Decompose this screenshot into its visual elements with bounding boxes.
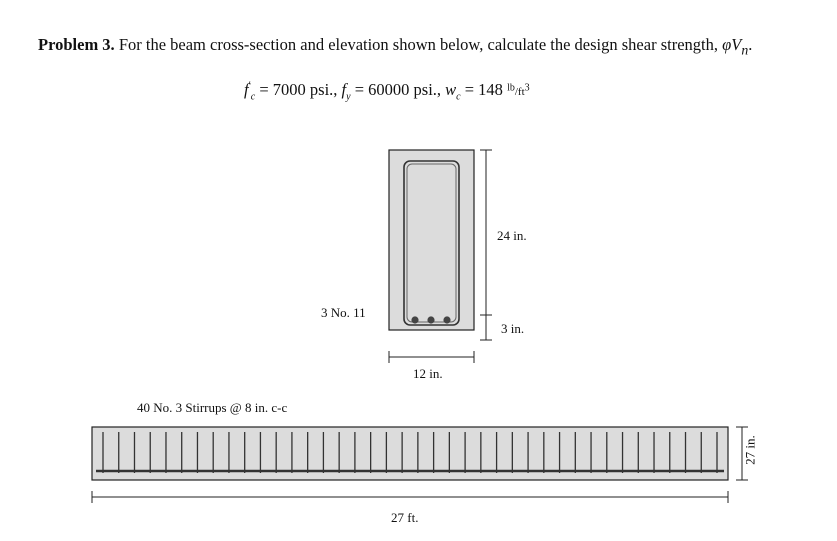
rebar-3	[443, 316, 450, 323]
bars-label: 3 No. 11	[321, 305, 366, 320]
stirrups-label: 40 No. 3 Stirrups @ 8 in. c-c	[137, 400, 288, 415]
shear-symbol: φV	[722, 35, 742, 54]
wc-value: = 148	[464, 80, 503, 99]
cross-section	[389, 150, 492, 363]
wc-unit: $^{lb}/ft^3$	[507, 82, 530, 98]
given-values: $f'_c = 7000$ psi., $f_y = 60000$ psi., $w_c = 148$ $^{lb}/ft^3$	[244, 80, 530, 103]
cover-label: 3 in.	[501, 321, 525, 336]
depth-label: 27 in.	[742, 435, 758, 465]
fy-value: = 60000 psi.,	[354, 80, 442, 99]
problem-text: For the beam cross-section and elevation shown below, calculate the design shear strength,	[118, 35, 718, 54]
length-label: 27 ft.	[391, 510, 419, 525]
shear-symbol-sub: n	[741, 42, 749, 58]
width-label: 12 in.	[413, 366, 443, 381]
problem-title: Problem 3.	[38, 35, 115, 54]
fc-value: = 7000 psi.,	[259, 80, 338, 99]
rebar-1	[411, 316, 418, 323]
rebar-2	[427, 316, 434, 323]
elevation	[92, 427, 748, 503]
problem-statement: Problem 3. For the beam cross-section and elevation shown below, calculate the design shear strength, $\varphi V_n$.	[38, 35, 753, 58]
height-label: 24 in.	[497, 228, 527, 243]
section-outline	[389, 150, 474, 330]
